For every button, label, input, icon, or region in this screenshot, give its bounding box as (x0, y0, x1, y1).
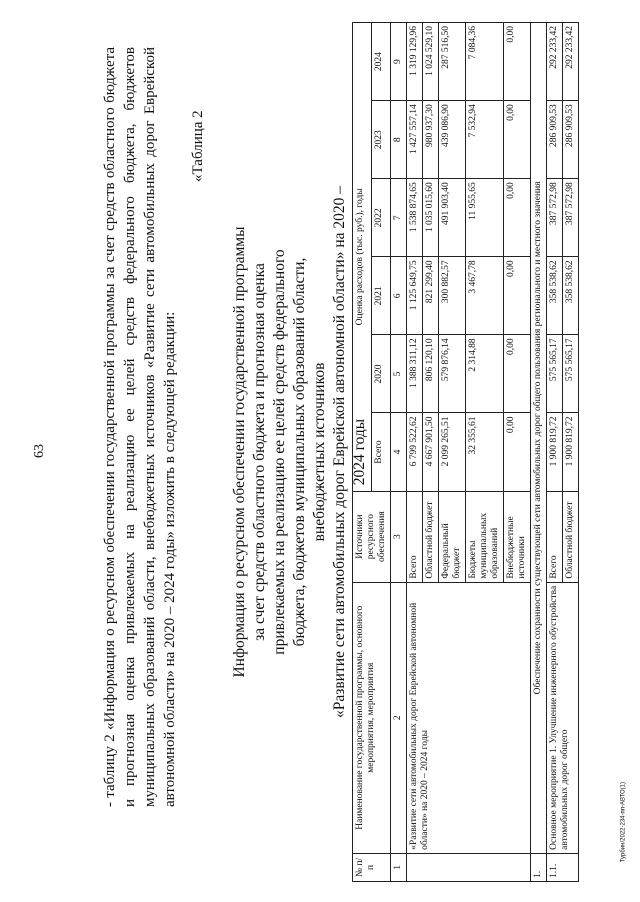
page-number: 63 (32, 444, 47, 458)
col-number: 8 (391, 101, 407, 179)
amount-cell: 575 565,17 (547, 335, 563, 413)
col-number: 7 (391, 179, 407, 257)
amount-cell: 1 319 129,96 (407, 23, 423, 101)
col-number: 4 (391, 413, 407, 491)
amount-cell: 387 572,98 (547, 179, 563, 257)
amount-cell: 0,00 (504, 101, 531, 179)
amount-cell: 4 667 901,50 (423, 413, 439, 491)
amount-cell: 0,00 (504, 335, 531, 413)
resource-table (352, 22, 579, 882)
amount-cell: 292 233,42 (563, 23, 579, 101)
amount-cell: 1 538 874,65 (407, 179, 423, 257)
activity-name: Основное мероприятие 1. Улучшение инженерного обустройства автомобильных дорог общего (547, 582, 579, 853)
amount-cell: 286 909,53 (547, 101, 563, 179)
amount-cell: 11 955,65 (466, 179, 504, 257)
header-estimate: Оценка расходов (тыс. руб.), годы (353, 23, 372, 492)
header-row (353, 23, 372, 882)
header-total: Всего (372, 413, 391, 491)
row-num: 1.1. (547, 853, 579, 881)
title-line: Информация о ресурсном обеспечении государственной программы (231, 226, 248, 678)
header-year: 2023 (372, 101, 391, 179)
funding-source: Федеральный бюджет (439, 491, 466, 582)
amount-cell: 0,00 (504, 257, 531, 335)
amount-cell: 439 086,90 (439, 101, 466, 179)
column-numbers-row (391, 23, 407, 882)
amount-cell: 0,00 (504, 179, 531, 257)
col-number: 9 (391, 23, 407, 101)
header-name: Наименование государственной программы, основного мероприятия, мероприятия (353, 582, 391, 853)
amount-cell: 1 900 819,72 (563, 413, 579, 491)
funding-source: Областной бюджет (423, 491, 439, 582)
title-line: бюджета, бюджетов муниципальных образований области, (291, 257, 308, 647)
col-number: 6 (391, 257, 407, 335)
header-year: 2021 (372, 257, 391, 335)
amount-cell: 579 876,14 (439, 335, 466, 413)
header-year: 2022 (372, 179, 391, 257)
section-num: 1. (531, 853, 547, 881)
table-title (230, 182, 370, 722)
amount-cell: 491 903,40 (439, 179, 466, 257)
header-year: 2020 (372, 335, 391, 413)
amount-cell: 0,00 (504, 413, 531, 491)
amount-cell: 7 532,94 (466, 101, 504, 179)
funding-source: Внебюджетные источники (504, 491, 531, 582)
amount-cell: 32 355,61 (466, 413, 504, 491)
amount-cell: 575 565,17 (563, 335, 579, 413)
amount-cell: 821 299,40 (423, 257, 439, 335)
title-line: внебюджетных источников (311, 362, 328, 542)
amount-cell: 7 084,36 (466, 23, 504, 101)
title-line: за счет средств областного бюджета и прогнозная оценка (251, 263, 268, 641)
funding-source: Всего (407, 491, 423, 582)
footer-code: Typбин/2022-234-пп-АВТО(1) (620, 782, 626, 863)
header-source: Источники ресурсного обеспечения (353, 491, 391, 582)
table-row (547, 23, 563, 882)
amount-cell: 358 538,62 (547, 257, 563, 335)
row-num (407, 853, 531, 881)
amount-cell: 1 900 819,72 (547, 413, 563, 491)
col-number: 5 (391, 335, 407, 413)
program-rows (407, 23, 531, 882)
amount-cell: 1 024 529,10 (423, 23, 439, 101)
table-reference: «Таблица 2 (190, 110, 206, 182)
amount-cell: 2 099 265,51 (439, 413, 466, 491)
amount-cell: 292 233,42 (547, 23, 563, 101)
activity-rows (547, 23, 579, 882)
title-line: «Развитие сети автомобильных дорог Еврейской автономной области» на 2020 – 2024 годы (331, 185, 368, 719)
amount-cell: 6 799 522,62 (407, 413, 423, 491)
section-title: Обеспечение сохранности существующей сети автомобильных дорог общего пользования регионального и местного значения (531, 23, 547, 854)
amount-cell: 358 538,62 (563, 257, 579, 335)
amount-cell: 980 937,30 (423, 101, 439, 179)
col-number: 3 (391, 491, 407, 582)
amount-cell: 1 035 015,60 (423, 179, 439, 257)
amount-cell: 0,00 (504, 23, 531, 101)
funding-source: Бюджеты муниципальных образований (466, 491, 504, 582)
amount-cell: 1 388 311,12 (407, 335, 423, 413)
table-row (407, 23, 423, 882)
amount-cell: 286 909,53 (563, 101, 579, 179)
funding-source: Всего (547, 491, 563, 582)
amount-cell: 287 516,50 (439, 23, 466, 101)
funding-source: Областной бюджет (563, 491, 579, 582)
section-row (531, 23, 547, 882)
intro-paragraph: - таблицу 2 «Информация о ресурсном обеспечении государственной программы за счет средств областного бюджета и прогнозная оценка привлекаемых на реализацию ее целей средств федерального бюджета, бюджетов муниципальных образований области, внебюджетных источников «Развитие сети автомобильных дорог Еврейской автономной области» на 2020 – 2024 годы» изложить в следующей редакции: (102, 47, 178, 807)
amount-cell: 3 467,78 (466, 257, 504, 335)
amount-cell: 387 572,98 (563, 179, 579, 257)
col-number: 2 (391, 582, 407, 853)
amount-cell: 1 125 649,75 (407, 257, 423, 335)
amount-cell: 300 882,57 (439, 257, 466, 335)
header-year: 2024 (372, 23, 391, 101)
amount-cell: 806 120,10 (423, 335, 439, 413)
title-line: привлекаемых на реализацию ее целей средств федерального (271, 249, 288, 655)
header-num: № п/п (353, 853, 391, 881)
program-name: «Развитие сети автомобильных дорог Еврейской автономной области» на 2020 – 2024 годы (407, 582, 531, 853)
amount-cell: 2 314,88 (466, 335, 504, 413)
amount-cell: 1 427 557,14 (407, 101, 423, 179)
col-number: 1 (391, 853, 407, 881)
